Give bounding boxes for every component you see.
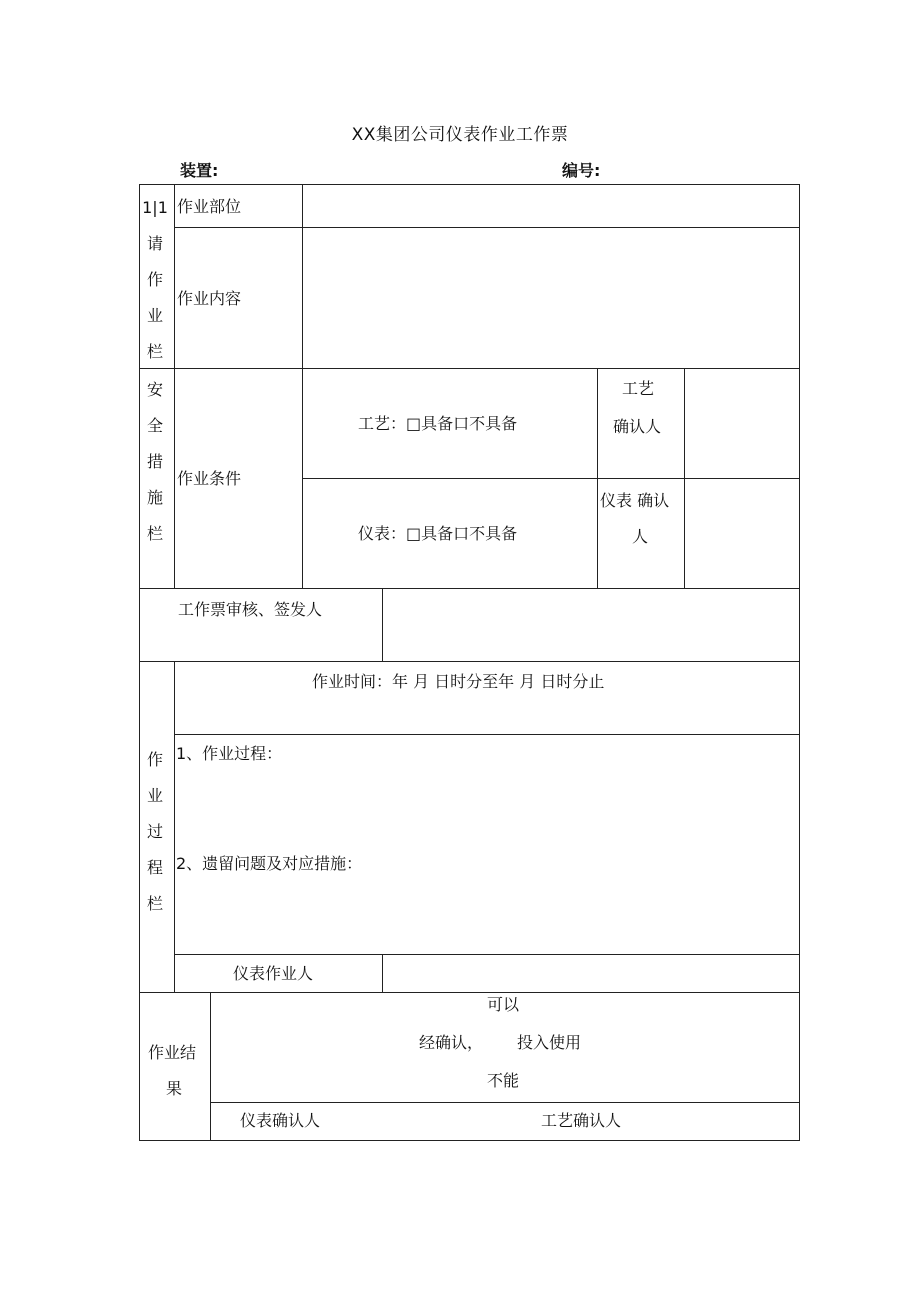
operator-label: 仪表作业人 [233, 964, 314, 983]
process-side-label: 作 业 过 程 栏 [146, 750, 163, 913]
device-label: 装置: [180, 161, 219, 180]
result-label-2: 果 [166, 1079, 183, 1098]
result-cannot[interactable]: 不能 [487, 1071, 520, 1090]
safety-side-label: 安 全 措 施 栏 [146, 380, 163, 543]
process-confirm-label-1: 工艺 [622, 379, 655, 398]
conditions-label: 作业条件 [177, 469, 242, 488]
work-process-step: 1、作业过程： [176, 744, 283, 763]
result-can[interactable]: 可以 [487, 995, 520, 1014]
result-label-1: 作业结 [148, 1043, 197, 1062]
page-title: XX集团公司仪表作业工作票 [351, 125, 569, 145]
process-confirm-person: 工艺确认人 [541, 1111, 622, 1130]
location-label: 作业部位 [177, 197, 242, 216]
process-condition[interactable]: 工艺：□具备口不具备 [358, 414, 518, 433]
process-confirm-label-2: 确认人 [613, 417, 662, 436]
result-confirmed: 经确认， [419, 1033, 484, 1052]
instrument-confirm-label-2: 人 [632, 527, 649, 546]
work-time: 作业时间：年 月 日时分至年 月 日时分止 [312, 672, 605, 691]
content-label: 作业内容 [177, 289, 242, 308]
instrument-confirm-label-1: 仪表 确认 [600, 491, 670, 510]
number-label: 编号: [562, 161, 601, 180]
remaining-issues-step: 2、遗留问题及对应措施： [176, 854, 363, 873]
instrument-condition[interactable]: 仪表：□具备口不具备 [358, 524, 518, 543]
review-label: 工作票审核、签发人 [178, 600, 323, 619]
instrument-confirm-person: 仪表确认人 [240, 1111, 321, 1130]
result-put-into-use: 投入使用 [517, 1033, 582, 1052]
application-side-label: 1|1 请 作 业 栏 [142, 198, 168, 361]
